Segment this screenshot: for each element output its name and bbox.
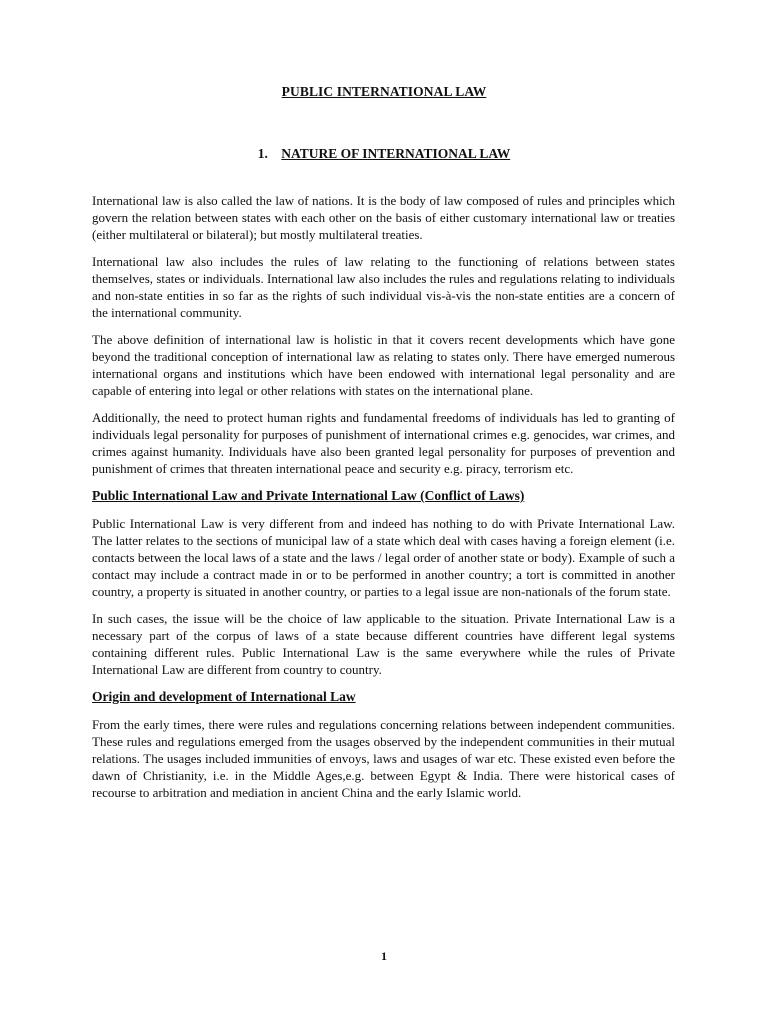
section-number: 1. — [257, 146, 268, 161]
paragraph: From the early times, there were rules and regulations concerning relations between independent communities. These rules and regulations emerged from the usages observed by the independent communities in their mutual relations. The usages included immunities of envoys, laws and usages of war etc. These existed even before the dawn of Christianity, i.e. in the Middle Ages,e.g. between Egypt & India. There were historical cases of recourse to arbitration and mediation in ancient China and the early Islamic world. — [92, 717, 675, 800]
section-heading-text: NATURE OF INTERNATIONAL LAW — [281, 146, 511, 161]
paragraph: In such cases, the issue will be the choice of law applicable to the situation. Private International Law is a necessary part of the corpus of laws of a state because different countries have different legal systems containing different rules. Public International Law is the same everywhere while the rules of Private International Law are different from country to country. — [92, 611, 675, 677]
paragraph: International law also includes the rules of law relating to the functioning of relations between states themselves, states or individuals. International law also includes the rules and regulations relating to individuals and non-state entities in so far as the rights of such individual vis-à-vis the non-state entities are a concern of the international community. — [92, 254, 675, 320]
paragraph: The above definition of international law is holistic in that it covers recent developments which have gone beyond the traditional conception of international law as relating to states only. There have emerged numerous international organs and institutions which have been endowed with international legal personality and are capable of entering into legal or other relations with states on the international plane. — [92, 332, 675, 398]
paragraph: Additionally, the need to protect human rights and fundamental freedoms of individuals has led to granting of individuals legal personality for purposes of punishment of international crimes e.g. genocides, war crimes, and crimes against humanity. Individuals have also been granted legal personality for purposes of prevention and punishment of crimes that threaten international peace and security e.g. piracy, terrorism etc. — [92, 410, 675, 476]
document-body — [92, 192, 675, 811]
paragraph: International law is also called the law of nations. It is the body of law composed of rules and principles which govern the relation between states with each other on the basis of either customary international law or treaties (either multilateral or bilateral); but mostly multilateral treaties. — [92, 193, 675, 242]
document-title: PUBLIC INTERNATIONAL LAW — [281, 84, 487, 99]
page-number: 1 — [381, 949, 387, 963]
section-heading — [0, 146, 768, 162]
paragraph: Public International Law is very different from and indeed has nothing to do with Private International Law. The latter relates to the sections of municipal law of a state which deal with cases having a foreign element (i.e. contacts between the local laws of a state and the laws / legal order of another state or body). Example of such a contact may include a contract made in or to be performed in another country; a tort is committed in another country, a property is situated in another country, or parties to a legal issue are non-nationals of the forum state. — [92, 516, 675, 599]
subheading-public-vs-private: Public International Law and Private International Law (Conflict of Laws) — [92, 488, 525, 503]
subheading-origin: Origin and development of International Law — [92, 689, 356, 704]
